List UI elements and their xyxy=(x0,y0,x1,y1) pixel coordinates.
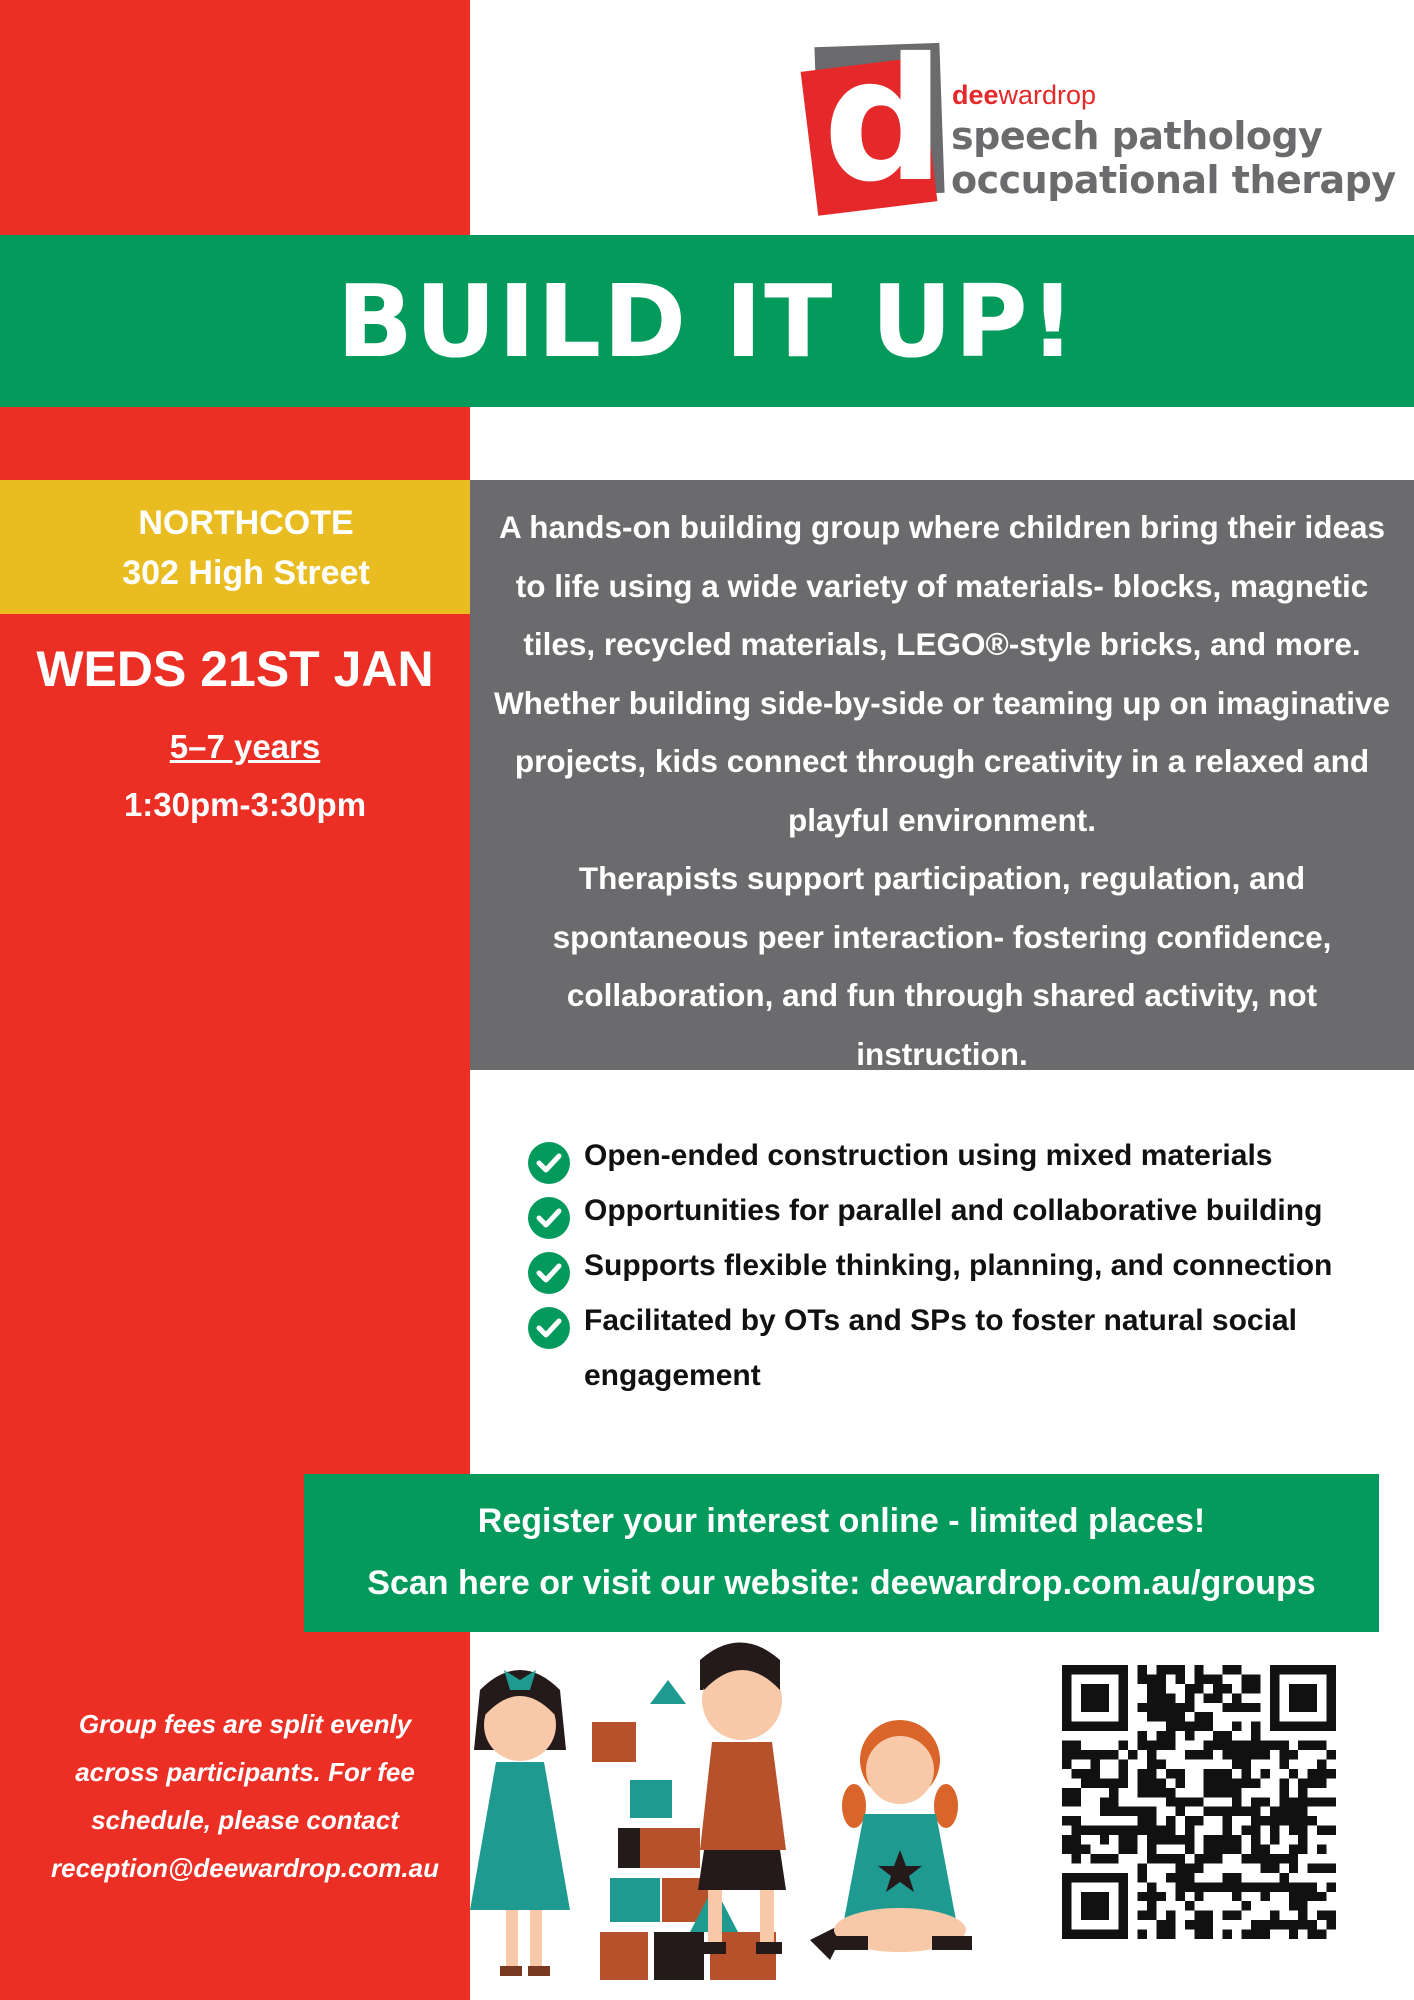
description-para-1: A hands-on building group where children bring their ideas to life using a wide variety of materials- blocks, magnetic tiles, recycled materials, LEGO®-style bricks, and more. Whether building side-by-side or teaming up on imaginative projects, kids connect through creativity in a relaxed and playful environment. xyxy=(493,509,1391,838)
logo-brand-bold: dee xyxy=(952,80,999,110)
list-item xyxy=(528,1128,1408,1183)
logo-brand-rest: wardrop xyxy=(998,80,1097,110)
logo-line-ot: occupational therapy xyxy=(951,158,1396,202)
description-para-2: Therapists support participation, regulation, and spontaneous peer interaction- fostering confidence, collaboration, and fun through shared activity, not instruction. xyxy=(552,860,1332,1072)
location-box xyxy=(0,480,492,614)
feature-list xyxy=(528,1128,1408,1403)
fees-email[interactable]: reception@deewardrop.com.au xyxy=(51,1853,439,1883)
register-box xyxy=(304,1474,1379,1632)
feature-text: Facilitated by OTs and SPs to foster natural social engagement xyxy=(584,1304,1297,1392)
list-item xyxy=(528,1183,1408,1238)
feature-text: Supports flexible thinking, planning, and connection xyxy=(584,1249,1333,1282)
page-title: BUILD IT UP! xyxy=(336,262,1078,380)
feature-text: Open-ended construction using mixed materials xyxy=(584,1139,1273,1172)
session-age: 5–7 years xyxy=(169,728,321,765)
location-address: 302 High Street xyxy=(122,554,370,592)
check-circle-icon xyxy=(528,1197,570,1239)
list-item xyxy=(528,1293,1408,1403)
qr-code[interactable] xyxy=(1062,1665,1336,1939)
logo-line-speech: speech pathology xyxy=(951,114,1323,158)
check-circle-icon xyxy=(528,1307,570,1349)
children-building-illustration xyxy=(450,1630,1010,2000)
feature-text: Opportunities for parallel and collaborative building xyxy=(584,1194,1323,1227)
location-suburb: NORTHCOTE xyxy=(138,504,354,542)
session-time: 1:30pm-3:30pm xyxy=(123,786,367,823)
logo-d-letter: d xyxy=(823,22,945,220)
logo-brand-name xyxy=(952,80,1096,111)
fees-line-3: schedule, please contact xyxy=(91,1805,399,1835)
check-circle-icon xyxy=(528,1142,570,1184)
fees-note xyxy=(20,1700,470,1892)
check-circle-icon xyxy=(528,1252,570,1294)
company-logo xyxy=(805,22,1396,222)
fees-line-1: Group fees are split evenly xyxy=(78,1709,412,1739)
fees-line-2: across participants. For fee xyxy=(75,1757,415,1787)
list-item xyxy=(528,1238,1408,1293)
register-link[interactable]: Scan here or visit our website: deewardrop.com.au/groups xyxy=(367,1564,1316,1602)
session-date: WEDS 21ST JAN xyxy=(36,641,434,697)
description-box xyxy=(470,480,1414,1070)
register-line-1: Register your interest online - limited places! xyxy=(477,1502,1206,1540)
title-banner xyxy=(0,235,1414,407)
